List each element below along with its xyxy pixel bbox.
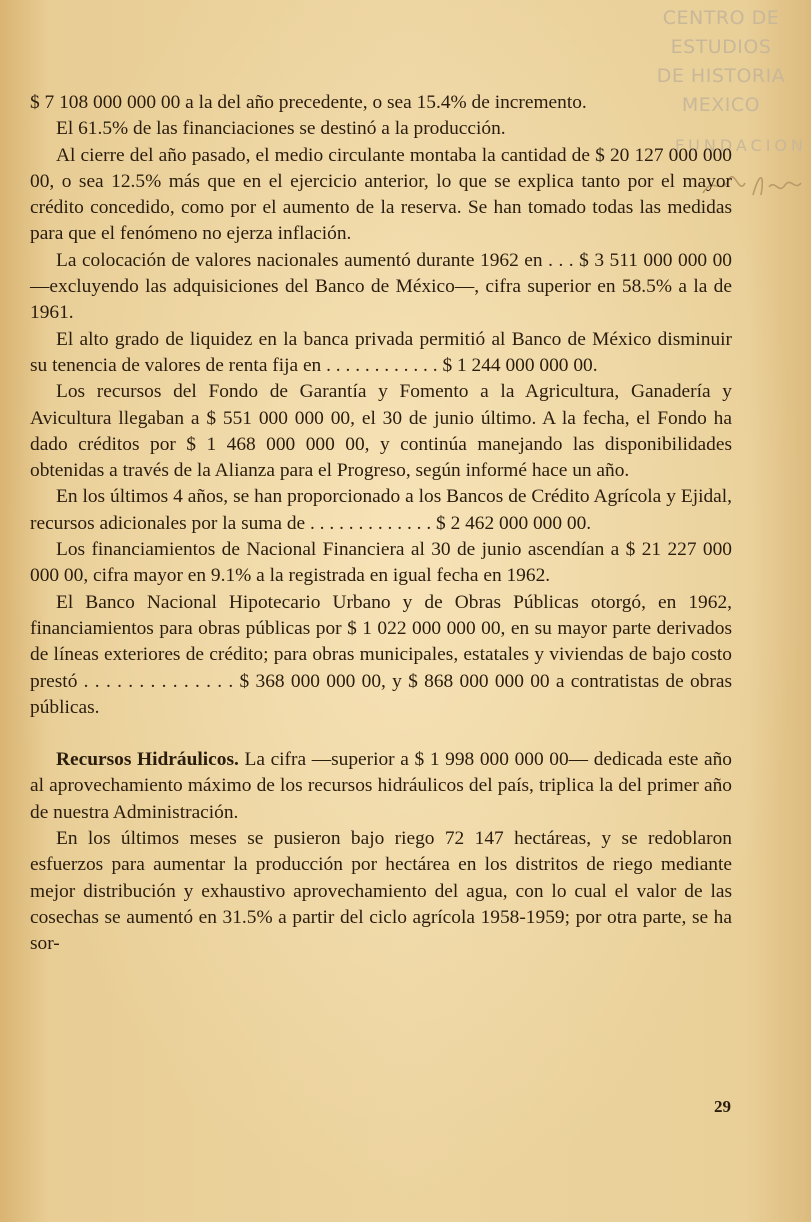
- stamp-line: ESTUDIOS: [670, 36, 772, 58]
- paragraph-text: La cifra —superior a $ 1 998 000 000 00— dedicada este año al aprovechamiento máximo de los recursos hidráulicos del país, triplica la del primer año de nuestra Administración.: [30, 749, 732, 823]
- paragraph: El Banco Nacional Hipotecario Urbano y de Obras Públicas otorgó, en 1962, financiamientos para obras públicas por $ 1 022 000 000 00, en su mayor parte derivados de líneas exteriores de crédito; para obras municipales, estatales y viviendas de bajo costo prestó . . . . . . . . . . . . . . $ 368 000 000 00, y $ 868 000 000 00 a contratistas de obras públicas.: [30, 591, 732, 718]
- paragraph: En los últimos 4 años, se han proporcionado a los Bancos de Crédito Agrícola y Ejidal, recursos adicionales por la suma de . . . . . . . . . . . . . $ 2 462 000 000 00.: [30, 486, 732, 534]
- paragraph: Los financiamientos de Nacional Financiera al 30 de junio ascendían a $ 21 227 000 000 00, cifra mayor en 9.1% a la registrada en igual fecha en 1962.: [30, 539, 732, 587]
- paragraph: El 61.5% de las financiaciones se destinó a la producción.: [56, 118, 506, 140]
- paragraph: Los recursos del Fondo de Garantía y Fomento a la Agricultura, Ganadería y Avicultura llegaban a $ 551 000 000 00, el 30 de junio último. A la fecha, el Fondo ha dado créditos por $ 1 468 000 000 00, y continúa manejando las disponibilidades obtenidas a través de la Alianza para el Progreso, según informé hace un año.: [30, 381, 732, 482]
- paragraph: $ 7 108 000 000 00 a la del año precedente, o sea 15.4% de incremento.: [30, 92, 587, 113]
- paragraph: El alto grado de liquidez en la banca privada permitió al Banco de México disminuir su tenencia de valores de renta fija en . . . . . . . . . . . . $ 1 244 000 000 00.: [30, 328, 732, 376]
- paragraph: Al cierre del año pasado, el medio circulante montaba la cantidad de $ 20 127 000 000 00, o sea 12.5% más que en el ejercicio anterior, lo que se explica tanto por el mayor crédito concedido, como por el aumento de la reserva. Se han tomado todas las medidas para que el fenómeno no ejerza inflación.: [30, 144, 732, 245]
- fundacion-stamp: FUNDACION: [674, 136, 807, 155]
- section-heading: Recursos Hidráulicos.: [56, 749, 239, 771]
- stamp-line: DE HISTORIA: [656, 65, 786, 87]
- stamp-line: CENTRO DE: [662, 7, 780, 29]
- page-number: 29: [714, 1097, 731, 1116]
- paragraph: La colocación de valores nacionales aumentó durante 1962 en . . . $ 3 511 000 000 00 —excluyendo las adquisiciones del Banco de México—, cifra superior en 58.5% a la de 1961.: [30, 249, 732, 324]
- body-text: [30, 90, 732, 958]
- stamp-line: MEXICO: [681, 94, 761, 116]
- paragraph: En los últimos meses se pusieron bajo riego 72 147 hectáreas, y se redoblaron esfuerzos para aumentar la producción por hectárea en los distritos de riego mediante mejor distribución y exhaustivo aprovechamiento del agua, con lo cual el valor de las cosechas se aumentó en 31.5% a partir del ciclo agrícola 1958-1959; por otra parte, se ha sor-: [30, 828, 732, 955]
- section-paragraph: [30, 747, 732, 826]
